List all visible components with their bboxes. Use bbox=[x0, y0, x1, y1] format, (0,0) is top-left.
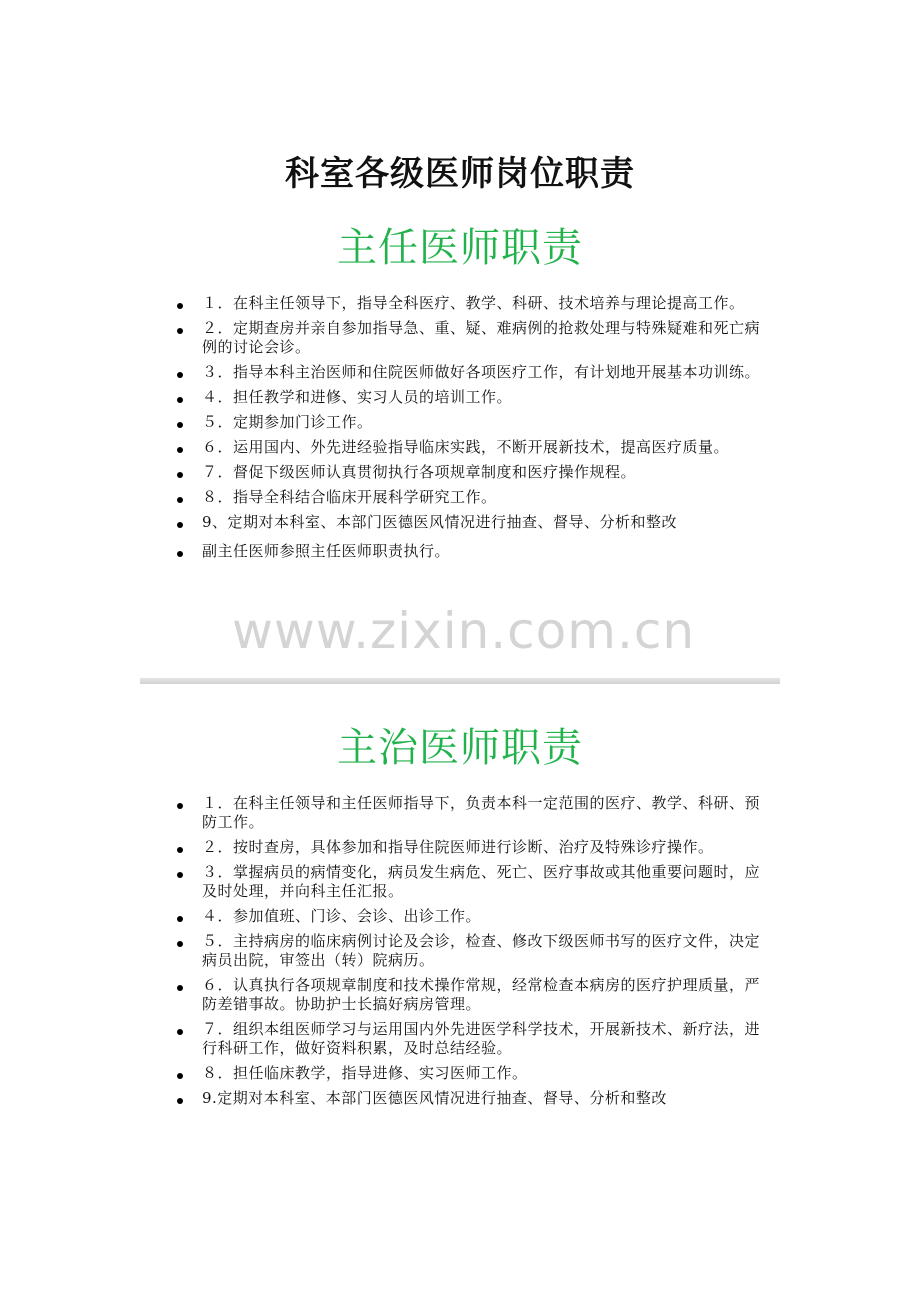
list-item bbox=[172, 976, 772, 1014]
list-item bbox=[172, 438, 772, 457]
bullet-icon bbox=[177, 985, 183, 991]
bullet-icon bbox=[177, 916, 183, 922]
bullet-icon bbox=[177, 522, 183, 528]
list-item-text: ３．掌握病员的病情变化，病员发生病危、死亡、医疗事故或其他重要问题时，应及时处理，并向科主任汇报。 bbox=[202, 863, 761, 900]
list-item bbox=[172, 413, 772, 432]
list-item bbox=[172, 542, 772, 561]
section-heading-attending-physician: 主治医师职责 bbox=[337, 725, 583, 771]
bullet-icon bbox=[177, 303, 183, 309]
page-title: 科室各级医师岗位职责 bbox=[285, 154, 635, 194]
bullet-icon bbox=[177, 372, 183, 378]
list-item-text: ６．运用国内、外先进经验指导临床实践，不断开展新技术，提高医疗质量。 bbox=[202, 438, 730, 456]
list-item-text: ６．认真执行各项规章制度和技术操作常规，经常检查本病房的医疗护理质量，严防差错事故。协助护士长搞好病房管理。 bbox=[202, 976, 761, 1013]
list-item bbox=[172, 932, 772, 970]
section-divider bbox=[140, 678, 780, 684]
list-item bbox=[172, 319, 772, 357]
bullet-icon bbox=[177, 1098, 183, 1104]
bullet-icon bbox=[177, 941, 183, 947]
list-item-text: ４．担任教学和进修、实习人员的培训工作。 bbox=[202, 388, 513, 406]
list-item bbox=[172, 1089, 772, 1108]
bullet-icon bbox=[177, 497, 183, 503]
list-item bbox=[172, 294, 772, 313]
list-item-text: ５．主持病房的临床病例讨论及会诊，检查、修改下级医师书写的医疗文件，决定病员出院，审签出（转）院病历。 bbox=[202, 932, 761, 969]
bullet-icon bbox=[177, 872, 183, 878]
bullet-icon bbox=[177, 847, 183, 853]
section-heading-chief-physician: 主任医师职责 bbox=[337, 225, 583, 271]
list-item-text: ４．参加值班、门诊、会诊、出诊工作。 bbox=[202, 907, 482, 925]
bullet-icon bbox=[177, 1073, 183, 1079]
list-item bbox=[172, 863, 772, 901]
bullet-icon bbox=[177, 328, 183, 334]
list-item bbox=[172, 388, 772, 407]
bullet-icon bbox=[177, 447, 183, 453]
list-item bbox=[172, 1064, 772, 1083]
bullet-icon bbox=[177, 803, 183, 809]
list-item-text: ２．定期查房并亲自参加指导急、重、疑、难病例的抢救处理与特殊疑难和死亡病例的讨论会诊。 bbox=[202, 319, 761, 356]
list-item-text: １．在科主任领导和主任医师指导下，负责本科一定范围的医疗、教学、科研、预防工作。 bbox=[202, 794, 761, 831]
bullet-icon bbox=[177, 397, 183, 403]
list-item bbox=[172, 907, 772, 926]
list-item-text: １．在科主任领导下，指导全科医疗、教学、科研、技术培养与理论提高工作。 bbox=[202, 294, 745, 312]
attending-physician-duty-list bbox=[172, 794, 772, 1114]
list-item bbox=[172, 838, 772, 857]
list-item-text: 9.定期对本科室、本部门医德医风情况进行抽查、督导、分析和整改 bbox=[202, 1089, 667, 1107]
list-item-text: ８．担任临床教学，指导进修、实习医师工作。 bbox=[202, 1064, 528, 1082]
chief-physician-duty-list bbox=[172, 294, 772, 567]
bullet-icon bbox=[177, 551, 183, 557]
bullet-icon bbox=[177, 422, 183, 428]
watermark: www.zixin.com.cn bbox=[232, 602, 696, 660]
list-item-text: ８．指导全科结合临床开展科学研究工作。 bbox=[202, 488, 497, 506]
list-item bbox=[172, 463, 772, 482]
bullet-icon bbox=[177, 1029, 183, 1035]
list-item-text: ７．督促下级医师认真贯彻执行各项规章制度和医疗操作规程。 bbox=[202, 463, 637, 481]
list-item bbox=[172, 1020, 772, 1058]
list-item bbox=[172, 363, 772, 382]
list-item-text: ３．指导本科主治医师和住院医师做好各项医疗工作，有计划地开展基本功训练。 bbox=[202, 363, 761, 381]
list-item-text: 9、定期对本科室、本部门医德医风情况进行抽查、督导、分析和整改 bbox=[202, 513, 678, 531]
list-item bbox=[172, 488, 772, 507]
list-item-text: ５．定期参加门诊工作。 bbox=[202, 413, 373, 431]
list-item bbox=[172, 794, 772, 832]
list-item-text: ７．组织本组医师学习与运用国内外先进医学科学技术，开展新技术、新疗法，进行科研工作，做好资料积累，及时总结经验。 bbox=[202, 1020, 761, 1057]
list-item-text: 副主任医师参照主任医师职责执行。 bbox=[202, 542, 451, 560]
list-item bbox=[172, 513, 772, 532]
bullet-icon bbox=[177, 472, 183, 478]
list-item-text: ２．按时查房，具体参加和指导住院医师进行诊断、治疗及特殊诊疗操作。 bbox=[202, 838, 714, 856]
